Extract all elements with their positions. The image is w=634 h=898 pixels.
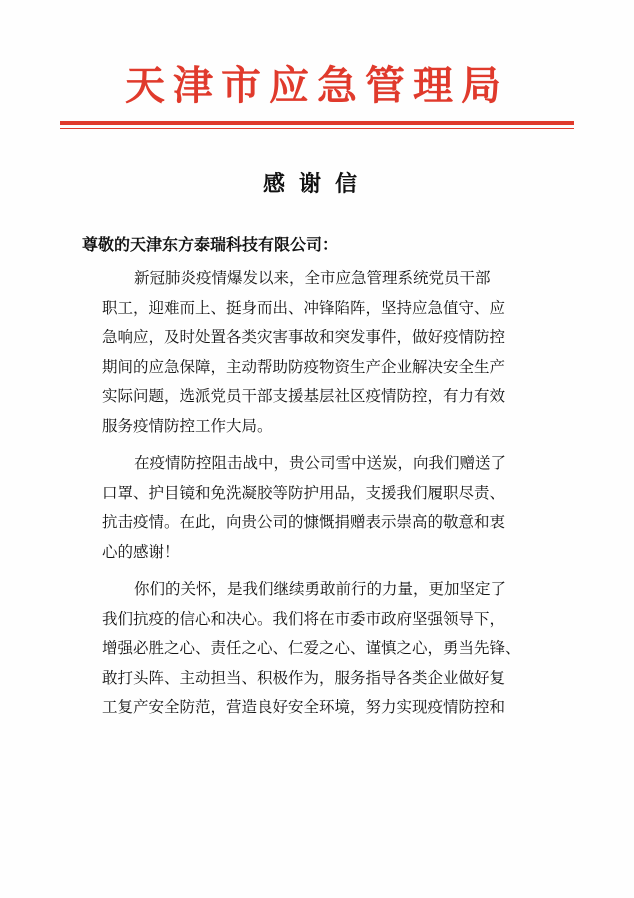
letterhead-rule-thin [60, 128, 574, 129]
paragraph-line: 新冠肺炎疫情爆发以来，全市应急管理系统党员干部 [134, 269, 491, 287]
paragraph-gap [102, 441, 562, 449]
paragraph [102, 264, 562, 441]
paragraph-line: 实际问题，选派党员干部支援基层社区疫情防控，有力有效 [102, 387, 506, 405]
letter-salutation: 尊敬的天津东方泰瑞科技有限公司： [82, 235, 339, 254]
paragraph [102, 449, 562, 567]
letterhead-org-name: 天津市应急管理局 [125, 62, 509, 109]
paragraph-line: 敢打头阵、主动担当、积极作为，服务指导各类企业做好复 [102, 668, 506, 687]
paragraph-line: 工复产安全防范，营造良好安全环境，努力实现疫情防控和 [102, 698, 506, 716]
paragraph-line: 在疫情防控阻击战中，贵公司雪中送炭，向我们赠送了 [134, 454, 507, 472]
paragraph-line: 你们的关怀，是我们继续勇敢前行的力量，更加坚定了 [134, 580, 507, 598]
paragraph-line: 期间的应急保障，主动帮助防疫物资生产企业解决安全生产 [102, 357, 506, 376]
paragraph [102, 575, 562, 723]
paragraph-line: 急响应，及时处置各类灾害事故和突发事件，做好疫情防控 [102, 328, 506, 346]
paragraph-line: 增强必胜之心、责任之心、仁爱之心、谨慎之心，勇当先锋、 [102, 639, 521, 657]
paragraph-line: 职工，迎难而上、挺身而出、冲锋陷阵，坚持应急值守、应 [102, 298, 506, 317]
paragraph-gap [102, 567, 562, 575]
paragraph-line: 心的感谢！ [102, 542, 180, 561]
paragraph-line: 服务疫情防控工作大局。 [102, 416, 273, 435]
letterhead-rule-thick [60, 121, 574, 125]
paragraph-line: 我们抗疫的信心和决心。我们将在市委市政府坚强领导下， [102, 609, 506, 628]
letter-body [102, 264, 562, 723]
paragraph-line: 口罩、护目镜和免洗凝胶等防护用品，支援我们履职尽责、 [102, 483, 506, 502]
letter-title: 感谢信 [262, 172, 371, 197]
paragraph-line: 抗击疫情。在此，向贵公司的慷慨捐赠表示崇高的敬意和衷 [102, 513, 506, 531]
